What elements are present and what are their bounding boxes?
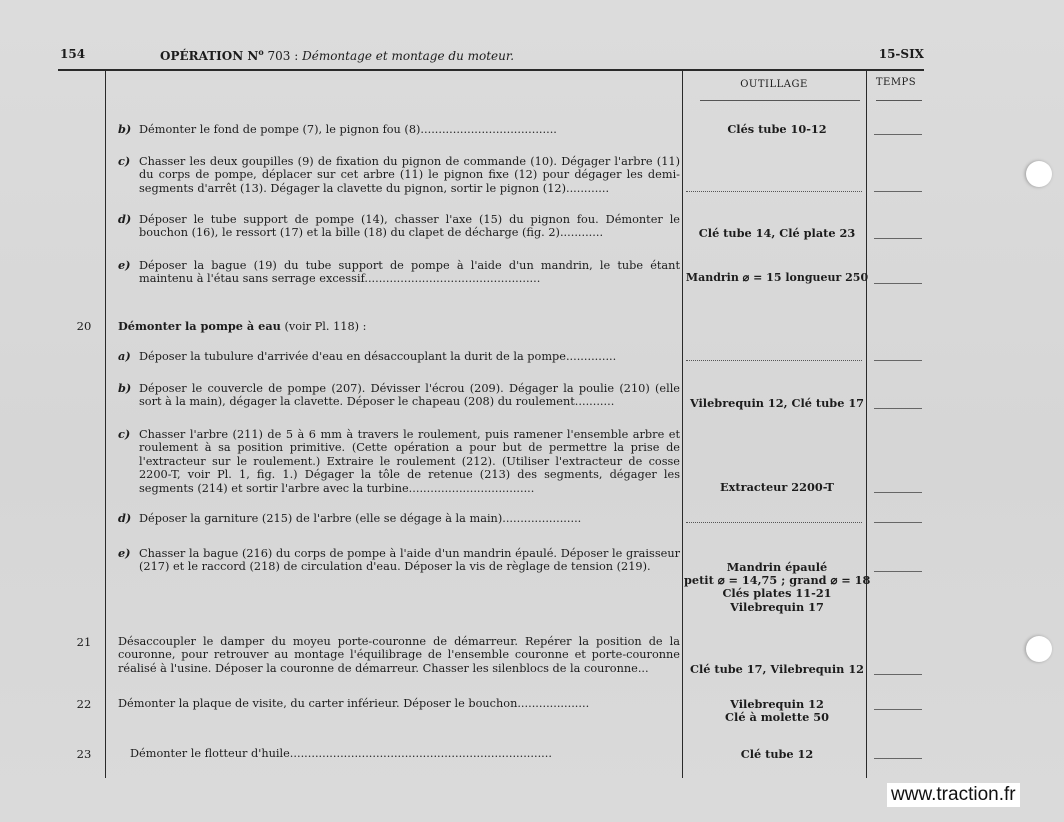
step-row: e) Chasser la bague (216) du corps de pompe à l'aide d'un mandrin épaulé. Déposer le graisseur (217) et le raccord (218) de circulation d'eau. Déposer la vis de règlage de tension (219). bbox=[118, 546, 680, 574]
step-row: Désaccoupler le damper du moyeu porte-couronne de démarreur. Repérer la position de la couronne, pour retrouver au montage l'équilibrage de l'ensemble couronne et porte-couronne réalisé à l'usine. Déposer la couronne de démarreur. Chasser les silenblocs de la couronne... bbox=[118, 635, 680, 675]
punch-hole bbox=[1026, 636, 1052, 662]
header-rule bbox=[58, 69, 924, 71]
tool-cell: Clé tube 12 bbox=[740, 747, 814, 761]
step-row: Démonter la plaque de visite, du carter inférieur. Déposer le bouchon.................... bbox=[118, 697, 590, 710]
time-entry-line bbox=[874, 709, 922, 710]
time-entry-line bbox=[874, 191, 922, 192]
time-column-title: TEMPS bbox=[875, 77, 917, 88]
time-entry-line bbox=[874, 674, 922, 675]
step-row: d) Déposer la garniture (215) de l'arbre (elle se dégage à la main)...................... bbox=[118, 511, 582, 525]
time-entry-line bbox=[874, 758, 922, 759]
operation-number: 22 bbox=[76, 697, 92, 711]
time-title-underline bbox=[876, 100, 922, 101]
site-watermark: www.traction.fr bbox=[887, 783, 1020, 807]
step-row: c) Chasser l'arbre (211) de 5 à 6 mm à travers le roulement, puis ramener l'ensemble arbre et roulement à sa position primitive. (Cette opération a pour but de permettre la prise de l'extracteur sur le roulement.) Extraire le roulement (212). (Utiliser l'extracteur de cosse 2200-T, voir Pl. 1, fig. 1.) Dégager la tôle de retenue (213) des segments, dégager les segments (214) et sortir l'arbre avec la turbine................................... bbox=[118, 427, 680, 495]
tool-cell-multiline: Vilebrequin 12 Clé à molette 50 bbox=[725, 697, 829, 725]
step-row: a) Déposer la tubulure d'arrivée d'eau en désaccouplant la durit de la pompe.............. bbox=[118, 349, 617, 363]
time-entry-line bbox=[874, 522, 922, 523]
time-entry-line bbox=[874, 492, 922, 493]
tool-cell: Vilebrequin 12, Clé tube 17 bbox=[689, 396, 865, 410]
step-row: Démonter le flotteur d'huile......................................................................... bbox=[130, 747, 552, 760]
tools-column-rule bbox=[682, 71, 683, 778]
time-entry-line bbox=[874, 134, 922, 135]
time-entry-line bbox=[874, 408, 922, 409]
tool-cell-multiline: Mandrin épaulé petit ⌀ = 14,75 ; grand ⌀ = 18 Clés plates 11-21 Vilebrequin 17 bbox=[684, 560, 871, 614]
punch-hole bbox=[1026, 161, 1052, 187]
tool-entry-line bbox=[686, 360, 862, 361]
operation-number: 23 bbox=[76, 747, 92, 761]
operation-number: 21 bbox=[76, 635, 92, 649]
step-row: e) Déposer la bague (19) du tube support de pompe à l'aide d'un mandrin, le tube étant maintenu à l'étau sans serrage excessif................................................. bbox=[118, 258, 680, 286]
page-number: 154 bbox=[60, 47, 86, 61]
tool-entry-line bbox=[686, 191, 862, 192]
tool-cell: Mandrin ⌀ = 15 longueur 250 bbox=[685, 271, 869, 284]
step-row: d) Déposer le tube support de pompe (14), chasser l'axe (15) du pignon fou. Démonter le bouchon (16), le ressort (17) et la bille (18) du clapet de décharge (fig. 2)............ bbox=[118, 212, 680, 240]
time-entry-line bbox=[874, 360, 922, 361]
step-row: c) Chasser les deux goupilles (9) de fixation du pignon de commande (10). Dégager l'arbre (11) du corps de pompe, déplacer sur cet arbre (11) le pignon fixe (12) pour dégager les demi-segments d'arrêt (13). Dégager la clavette du pignon, sortir le pignon (12)............ bbox=[118, 154, 680, 195]
number-column-rule bbox=[105, 71, 106, 778]
operation-number: 20 bbox=[76, 319, 92, 333]
section-heading-row: Démonter la pompe à eau (voir Pl. 118) : bbox=[118, 319, 367, 333]
tool-entry-line bbox=[686, 522, 862, 523]
time-entry-line bbox=[874, 571, 922, 572]
time-entry-line bbox=[874, 238, 922, 239]
tools-column-title: OUTILLAGE bbox=[740, 79, 808, 90]
tool-cell: Clés tube 10-12 bbox=[727, 122, 827, 136]
step-row: b) Démonter le fond de pompe (7), le pignon fou (8)...................................... bbox=[118, 122, 557, 136]
operation-heading: OPÉRATION $N^o$ 703 : Démontage et montage du moteur. bbox=[160, 47, 515, 63]
step-row: b) Déposer le couvercle de pompe (207). Dévisser l'écrou (209). Dégager la poulie (210) (elle sort à la main), dégager la clavette. Déposer le chapeau (208) du roulement........... bbox=[118, 381, 680, 409]
time-entry-line bbox=[874, 283, 922, 284]
tool-cell: Clé tube 17, Vilebrequin 12 bbox=[689, 662, 865, 676]
tool-cell: Clé tube 14, Clé plate 23 bbox=[698, 226, 856, 240]
tool-cell: Extracteur 2200-T bbox=[720, 480, 834, 494]
model-label: 15-SIX bbox=[878, 47, 924, 61]
tools-title-underline bbox=[700, 100, 860, 101]
